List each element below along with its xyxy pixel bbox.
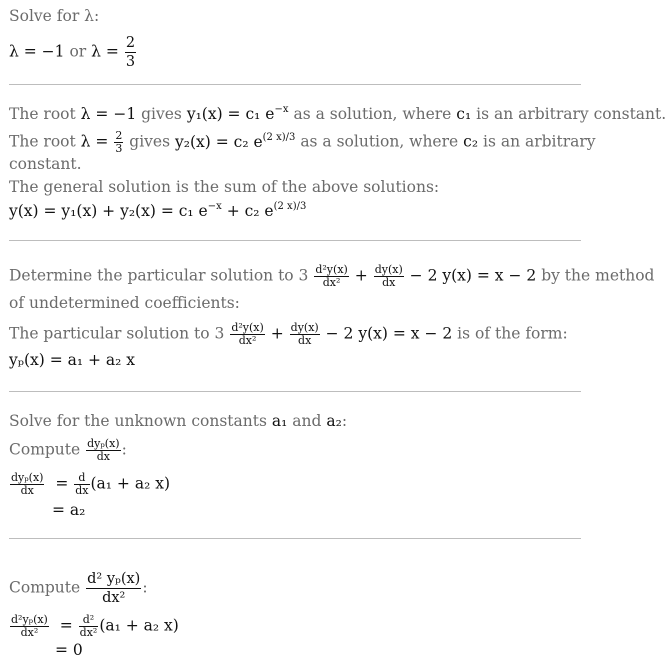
divider bbox=[9, 391, 581, 392]
general-solution-intro: The general solution is the sum of the above solutions: bbox=[9, 178, 440, 196]
fraction-two-thirds-small: $\frac{2}{3}$ bbox=[115, 129, 123, 155]
root2-sentence: The root λ = $\frac{2}{3}$ gives y₂(x) = c₂ $e^{(2 x)/3}$ as a solution, where c₂ is an arbitrary bbox=[9, 129, 596, 155]
method-text: of undetermined coefficients: bbox=[9, 294, 240, 312]
second-derivative-result: = 0 bbox=[55, 641, 83, 659]
first-derivative-result: = a₂ bbox=[52, 501, 86, 519]
root-2-lhs: λ = bbox=[91, 42, 119, 61]
divider bbox=[9, 240, 581, 241]
root-1: λ = −1 bbox=[9, 42, 65, 61]
first-derivative-eq: $\frac{\text{dyₚ(x)}}{dx}$ = $\frac{d}{dx}$ (a₁ + a₂ x) bbox=[11, 471, 171, 497]
compute-first-derivative: Compute $\frac{\text{dyₚ(x)}}{dx}$ : bbox=[9, 437, 127, 463]
constant-word: constant. bbox=[9, 155, 82, 173]
root1-sentence: The root λ = −1 gives y₁(x) = c₁ $e^{-x}$ as a solution, where c₁ is an arbitrary constant. bbox=[9, 104, 666, 123]
second-derivative-eq: $\frac{\text{d²yₚ(x)}}{\text{dx²}}$ = $\frac{\text{d²}}{\text{dx²}}$ (a₁ + a₂ x) bbox=[11, 613, 179, 639]
particular-solution-intro: Determine the particular solution to 3 $\frac{\text{d²y(x)}}{\text{dx²}}$ + $\frac{dy(x)}{dx}$ − 2 y(x) = x − 2 by the method bbox=[9, 263, 655, 289]
compute-second-derivative: Compute $\frac{\text{d² yₚ(x)}}{\text{dx²}}$ : bbox=[9, 571, 148, 606]
general-solution: y(x) = y₁(x) + y₂(x) = c₁ $e^{-x} + c_2$ $e^{(2 x)/3}$ bbox=[9, 201, 307, 220]
divider bbox=[9, 538, 581, 539]
unknown-constants-intro: Solve for the unknown constants a₁ and a₂: bbox=[9, 412, 348, 430]
section1-title: Solve for λ: bbox=[9, 7, 100, 25]
or-word: or bbox=[69, 42, 87, 61]
section1-roots bbox=[9, 34, 137, 71]
particular-solution-form: The particular solution to 3 $\frac{\text{d²y(x)}}{\text{dx²}}$ + $\frac{dy(x)}{dx}$ − 2 y(x) = x − 2 is of the form: bbox=[9, 321, 568, 347]
divider bbox=[9, 84, 581, 85]
fraction-two-thirds: $\frac{2}{3}$ bbox=[125, 35, 136, 70]
particular-solution: yₚ(x) = a₁ + a₂ x bbox=[9, 351, 136, 369]
